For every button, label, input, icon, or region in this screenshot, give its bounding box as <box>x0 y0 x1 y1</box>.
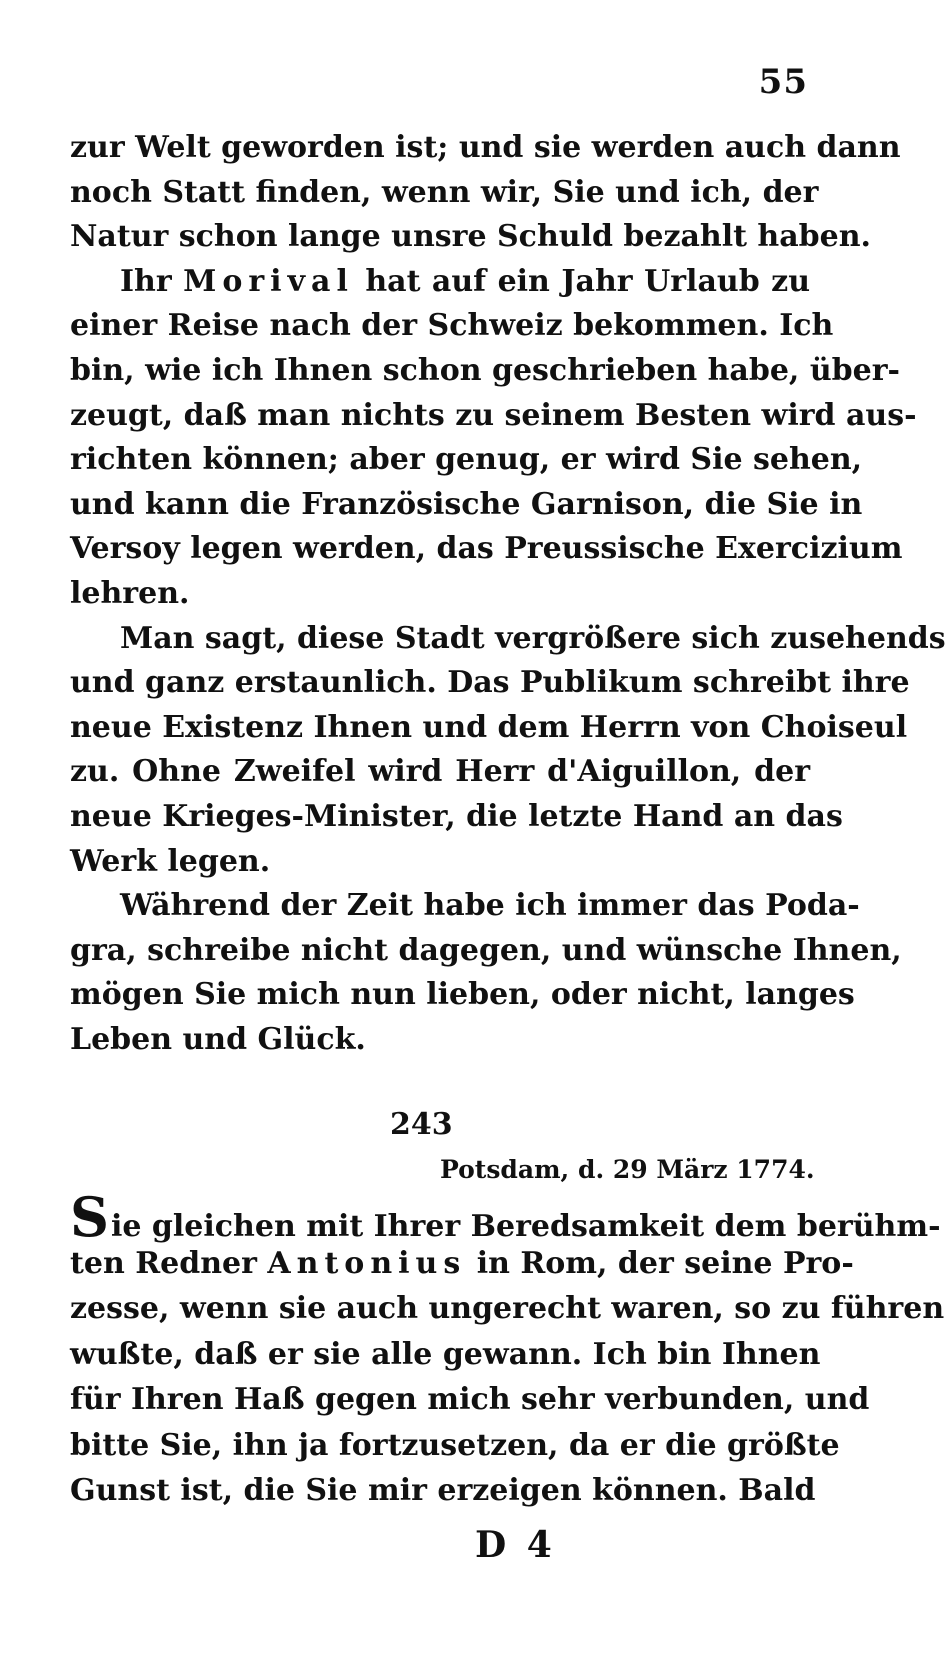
text-line: richten können; aber genug, er wird Sie sehen, <box>70 442 863 478</box>
text-line: Werk legen. <box>70 843 271 879</box>
text-line: zur Welt geworden ist; und sie werden auch dann <box>70 130 901 165</box>
text-line: gra, schreibe nicht dagegen, und wünsche Ihnen, <box>70 932 902 968</box>
text-line: zesse, wenn sie auch ungerecht waren, so zu führen <box>70 1291 945 1326</box>
text-line: neue Krieges-Minister, die letzte Hand an das <box>70 798 843 834</box>
page-number: 55 <box>758 62 808 102</box>
text-line: Natur schon lange unsre Schuld bezahlt haben. <box>70 219 872 255</box>
paragraph-morival <box>70 260 917 617</box>
text-line: noch Statt finden, wenn wir, Sie und ich, der <box>70 174 819 210</box>
text-line: neue Existenz Ihnen und dem Herrn von Choiseul <box>70 709 908 745</box>
text-line: zeugt, daß man nichts zu seinem Besten wird aus- <box>70 397 917 433</box>
text-line: Während der Zeit habe ich immer das Poda- <box>120 888 860 924</box>
text-line <box>70 1241 854 1287</box>
paragraph-closing <box>70 884 902 1062</box>
text-line: für Ihren Haß gegen mich sehr verbunden, und <box>70 1382 870 1417</box>
text-line: Leben und Glück. <box>70 1021 366 1057</box>
text-line: Man sagt, diese Stadt vergrößere sich zusehends <box>120 620 946 656</box>
text-line <box>70 260 810 305</box>
text-line: zu. Ohne Zweifel wird Herr d'Aiguillon, der <box>70 754 810 790</box>
person-name: Antonius <box>267 1245 467 1281</box>
text-fragment: hat auf ein Jahr Urlaub zu <box>365 263 811 299</box>
text-line <box>70 1185 941 1249</box>
text-line: und ganz erstaunlich. Das Publikum schreibt ihre <box>70 665 910 701</box>
text-fragment: ie gleichen mit Ihrer Beredsamkeit dem berühm- <box>111 1209 941 1244</box>
text-fragment: ten Redner <box>70 1245 257 1281</box>
text-line: bin, wie ich Ihnen schon geschrieben habe, über- <box>70 352 900 388</box>
letter-242-body <box>70 126 946 1062</box>
text-line: Versoy legen werden, das Preussische Exercizium <box>70 531 903 567</box>
text-fragment: in Rom, der seine Pro- <box>476 1245 854 1281</box>
text-line: lehren. <box>70 575 190 611</box>
signature-mark: D 4 <box>475 1524 556 1566</box>
paragraph-city <box>70 617 946 885</box>
person-name: Morival <box>183 263 354 299</box>
letter-243-body <box>70 1185 945 1514</box>
letter-number: 243 <box>390 1107 453 1142</box>
text-line: bitte Sie, ihn ja fortzusetzen, da er die größte <box>70 1427 840 1463</box>
text-fragment: Ihr <box>120 263 172 299</box>
text-line: und kann die Französische Garnison, die Sie in <box>70 486 863 522</box>
paragraph-continuation <box>70 126 901 260</box>
text-line: einer Reise nach der Schweiz bekommen. Ich <box>70 308 834 344</box>
text-line: wußte, daß er sie alle gewann. Ich bin Ihnen <box>70 1336 821 1372</box>
drop-cap: S <box>70 1185 109 1249</box>
text-line: Gunst ist, die Sie mir erzeigen können. Bald <box>70 1473 816 1508</box>
letter-dateline: Potsdam, d. 29 März 1774. <box>440 1155 815 1184</box>
text-line: mögen Sie mich nun lieben, oder nicht, langes <box>70 977 855 1013</box>
